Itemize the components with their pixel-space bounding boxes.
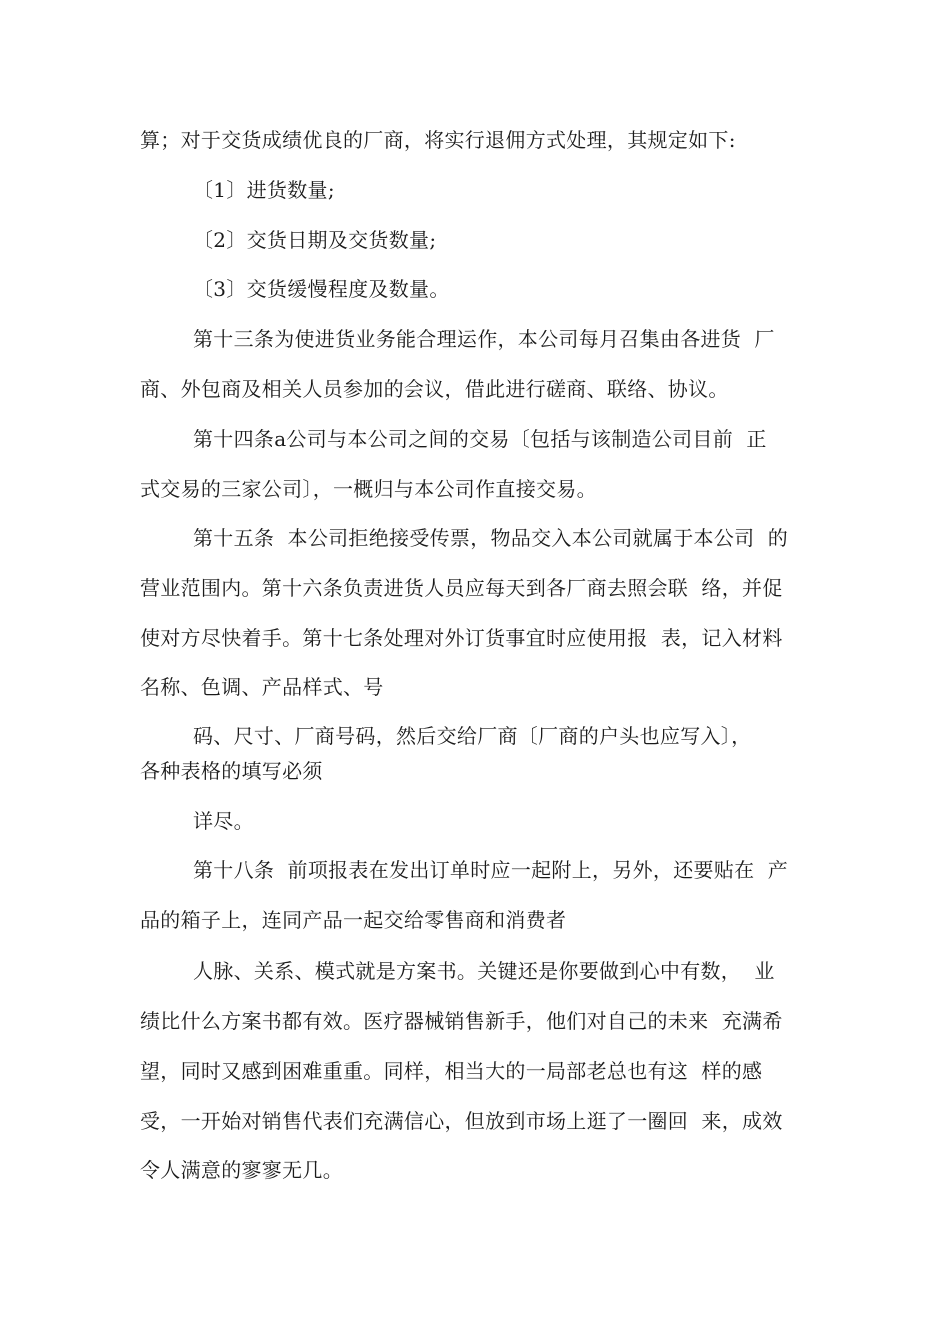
- text-line: 第十五条 本公司拒绝接受传票，物品交入本公司就属于本公司 的: [193, 526, 789, 550]
- text-line: 第十八条 前项报表在发出订单时应一起附上，另外，还要贴在 产: [193, 858, 789, 882]
- text-line: 各种表格的填写必须: [140, 759, 323, 783]
- text-line: 使对方尽快着手。第十七条处理对外订货事宜时应使用报 表，记入材料: [140, 626, 783, 650]
- text-line: 令人满意的寥寥无几。: [140, 1158, 343, 1182]
- text-line: 式交易的三家公司〕，一概归与本公司作直接交易。: [140, 477, 597, 501]
- text-line: 详尽。: [193, 809, 254, 833]
- text-line: 算；对于交货成绩优良的厂商，将实行退佣方式处理，其规定如下:: [140, 128, 736, 152]
- text-line: 第十四条a公司与本公司之间的交易〔包括与该制造公司目前 正: [193, 427, 767, 451]
- text-line: 码、尺寸、厂商号码，然后交给厂商〔厂商的户头也应写入〕，: [193, 724, 752, 748]
- text-line: 商、外包商及相关人员参加的会议，借此进行磋商、联络、协议。: [140, 377, 729, 401]
- text-line: 名称、色调、产品样式、号: [140, 675, 384, 699]
- text-line: 绩比什么方案书都有效。医疗器械销售新手，他们对自己的未来 充满希: [140, 1009, 783, 1033]
- text-line: 受，一开始对销售代表们充满信心，但放到市场上逛了一圈回 来，成效: [140, 1109, 783, 1133]
- list-item: 〔1〕进货数量;: [193, 178, 335, 202]
- text-line: 人脉、关系、模式就是方案书。关键还是你要做到心中有数， 业: [193, 959, 775, 983]
- list-item: 〔3〕交货缓慢程度及数量。: [193, 277, 450, 301]
- text-line: 品的箱子上，连同产品一起交给零售商和消费者: [140, 908, 567, 932]
- text-line: 营业范围内。第十六条负责进货人员应每天到各厂商去照会联 络，并促: [140, 576, 783, 600]
- text-line: 第十三条为使进货业务能合理运作，本公司每月召集由各进货 厂: [193, 327, 775, 351]
- text-line: 望，同时又感到困难重重。同样，相当大的一局部老总也有这 样的感: [140, 1059, 763, 1083]
- list-item: 〔2〕交货日期及交货数量;: [193, 228, 437, 252]
